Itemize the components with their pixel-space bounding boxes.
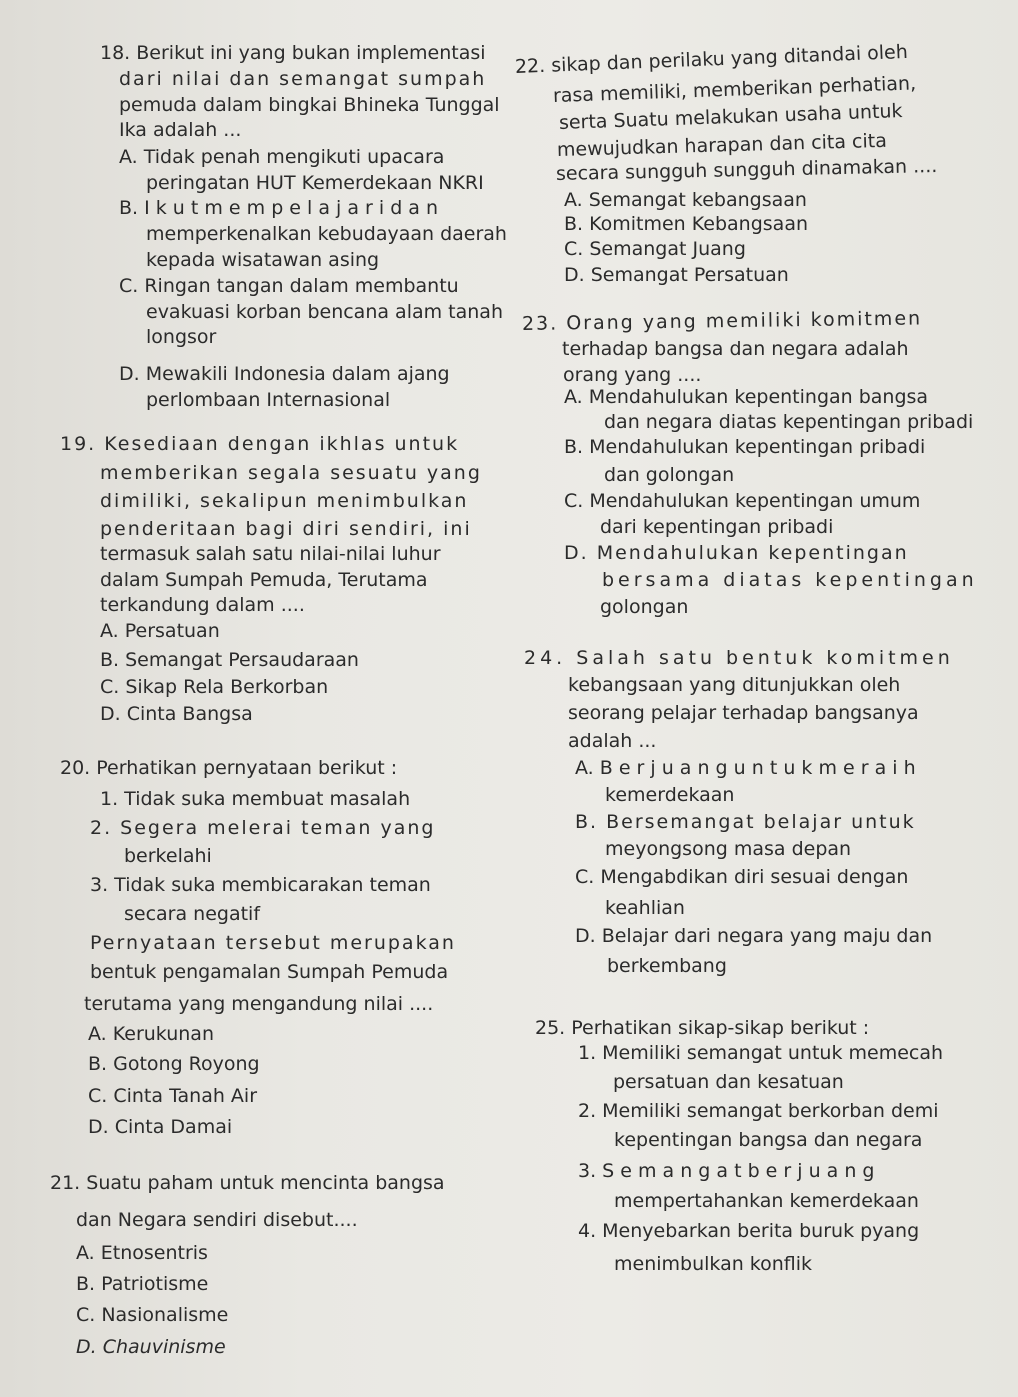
q20-closing-line-2: bentuk pengamalan Sumpah Pemuda: [90, 961, 449, 983]
q22-stem-line-3: serta Suatu melakukan usaha untuk: [558, 100, 903, 134]
q20-statement-3-line-2: secara negatif: [124, 903, 261, 925]
q19-stem-line-5: termasuk salah satu nilai-nilai luhur: [100, 543, 441, 565]
q22-stem-line-2: rasa memiliki, memberikan perhatian,: [552, 72, 917, 107]
q25-statement-3-line-2: mempertahankan kemerdekaan: [614, 1190, 919, 1212]
q24-option-c-line-1: C. Mengabdikan diri sesuai dengan: [575, 866, 909, 888]
q20-option-c: C. Cinta Tanah Air: [88, 1085, 258, 1107]
q19-stem-line-6: dalam Sumpah Pemuda, Terutama: [100, 569, 428, 591]
q18-option-b-line-3: kepada wisatawan asing: [146, 249, 380, 271]
q24-stem-line-1: 24. Salah satu bentuk komitmen: [524, 647, 954, 669]
q20-closing-line-1: Pernyataan tersebut merupakan: [90, 932, 456, 954]
q20-closing-line-3: terutama yang mengandung nilai ....: [84, 993, 434, 1015]
q19-option-c: C. Sikap Rela Berkorban: [100, 676, 329, 698]
q25-statement-3-line-1: 3. S e m a n g a t b e r j u a n g: [578, 1160, 875, 1182]
q18-stem-line-3: pemuda dalam bingkai Bhineka Tunggal: [119, 94, 500, 116]
q25-stem: 25. Perhatikan sikap-sikap berikut :: [535, 1017, 870, 1039]
q22-stem-line-4: mewujudkan harapan dan cita cita: [556, 129, 888, 161]
q18-stem-line-4: Ika adalah ...: [119, 119, 242, 141]
q23-option-c-line-1: C. Mendahulukan kepentingan umum: [564, 490, 921, 512]
q23-stem-line-2: terhadap bangsa dan negara adalah: [562, 338, 909, 360]
q25-statement-2-line-1: 2. Memiliki semangat berkorban demi: [578, 1100, 939, 1122]
q22-option-d: D. Semangat Persatuan: [564, 264, 789, 286]
q23-option-c-line-2: dari kepentingan pribadi: [600, 516, 834, 538]
q20-statement-2-line-2: berkelahi: [124, 845, 212, 867]
q18-stem-line-1: 18. Berikut ini yang bukan implementasi: [100, 42, 486, 64]
q18-option-b-line-2: memperkenalkan kebudayaan daerah: [146, 223, 507, 245]
q22-option-b: B. Komitmen Kebangsaan: [564, 213, 809, 235]
q19-stem-line-4: penderitaan bagi diri sendiri, ini: [100, 518, 472, 540]
q24-stem-line-3: seorang pelajar terhadap bangsanya: [568, 702, 919, 724]
q21-option-a: A. Etnosentris: [76, 1242, 208, 1264]
q25-statement-4-line-1: 4. Menyebarkan berita buruk pyang: [578, 1220, 920, 1242]
q23-option-d-line-2: bersama diatas kepentingan: [602, 569, 978, 591]
q21-option-c: C. Nasionalisme: [76, 1304, 229, 1326]
q18-option-d-line-1: D. Mewakili Indonesia dalam ajang: [119, 363, 450, 385]
q25-statement-2-line-2: kepentingan bangsa dan negara: [614, 1129, 923, 1151]
q22-stem-line-5: secara sungguh sungguh dinamakan ....: [555, 155, 938, 185]
q20-option-d: D. Cinta Damai: [88, 1116, 233, 1138]
q24-option-c-line-2: keahlian: [605, 897, 685, 919]
q24-stem-line-4: adalah ...: [568, 730, 657, 752]
q24-stem-line-2: kebangsaan yang ditunjukkan oleh: [568, 674, 901, 696]
q19-stem-line-7: terkandung dalam ....: [100, 594, 305, 616]
q23-option-d-line-3: golongan: [600, 596, 689, 618]
q25-statement-1-line-1: 1. Memiliki semangat untuk memecah: [578, 1042, 944, 1064]
q20-option-b: B. Gotong Royong: [88, 1053, 260, 1075]
q22-option-a: A. Semangat kebangsaan: [564, 189, 807, 211]
q23-option-d-line-1: D. Mendahulukan kepentingan: [564, 542, 909, 564]
q20-option-a: A. Kerukunan: [88, 1023, 214, 1045]
q19-option-d: D. Cinta Bangsa: [100, 703, 253, 725]
q23-option-b-line-1: B. Mendahulukan kepentingan pribadi: [564, 436, 926, 458]
q21-stem-line-1: 21. Suatu paham untuk mencinta bangsa: [50, 1172, 445, 1194]
q23-stem-line-1: 23. Orang yang memiliki komitmen: [521, 307, 923, 335]
q23-option-b-line-2: dan golongan: [604, 464, 735, 486]
q24-option-a-line-1: A. B e r j u a n g u n t u k m e r a i h: [575, 757, 916, 779]
q24-option-a-line-2: kemerdekaan: [605, 784, 735, 806]
q18-option-c-line-2: evakuasi korban bencana alam tanah: [146, 301, 503, 323]
q21-option-b: B. Patriotisme: [76, 1273, 209, 1295]
q18-stem-line-2: dari nilai dan semangat sumpah: [119, 68, 487, 90]
q18-option-c-line-3: longsor: [146, 326, 217, 348]
q18-option-c-line-1: C. Ringan tangan dalam membantu: [119, 275, 459, 297]
q19-option-a: A. Persatuan: [100, 620, 220, 642]
q19-option-b: B. Semangat Persaudaraan: [100, 649, 359, 671]
q24-option-d-line-2: berkembang: [607, 955, 727, 977]
q20-statement-1: 1. Tidak suka membuat masalah: [100, 788, 411, 810]
q23-option-a-line-1: A. Mendahulukan kepentingan bangsa: [564, 386, 929, 408]
q19-stem-line-3: dimiliki, sekalipun menimbulkan: [100, 490, 469, 512]
q25-statement-1-line-2: persatuan dan kesatuan: [613, 1071, 844, 1093]
q23-option-a-line-2: dan negara diatas kepentingan pribadi: [604, 411, 974, 433]
q24-option-b-line-1: B. Bersemangat belajar untuk: [575, 811, 916, 833]
q21-option-d: D. Chauvinisme: [76, 1336, 226, 1358]
q20-statement-2-line-1: 2. Segera melerai teman yang: [90, 817, 436, 839]
q18-option-a-line-2: peringatan HUT Kemerdekaan NKRI: [146, 172, 484, 194]
q19-stem-line-2: memberikan segala sesuatu yang: [100, 462, 482, 484]
q20-stem: 20. Perhatikan pernyataan berikut :: [60, 757, 398, 779]
q18-option-a-line-1: A. Tidak penah mengikuti upacara: [119, 146, 445, 168]
q23-stem-line-3: orang yang ....: [563, 364, 702, 386]
q22-stem-line-1: 22. sikap dan perilaku yang ditandai oleh: [514, 40, 909, 78]
q24-option-b-line-2: meyongsong masa depan: [605, 838, 852, 860]
q18-option-d-line-2: perlombaan Internasional: [146, 389, 391, 411]
q24-option-d-line-1: D. Belajar dari negara yang maju dan: [575, 925, 933, 947]
q21-stem-line-2: dan Negara sendiri disebut....: [76, 1209, 358, 1231]
q20-statement-3-line-1: 3. Tidak suka membicarakan teman: [90, 874, 431, 896]
q18-option-b-line-1: B. I k u t m e m p e l a j a r i d a n: [119, 197, 439, 219]
q19-stem-line-1: 19. Kesediaan dengan ikhlas untuk: [60, 433, 460, 455]
q22-option-c: C. Semangat Juang: [564, 238, 746, 260]
q25-statement-4-line-2: menimbulkan konflik: [614, 1253, 813, 1275]
